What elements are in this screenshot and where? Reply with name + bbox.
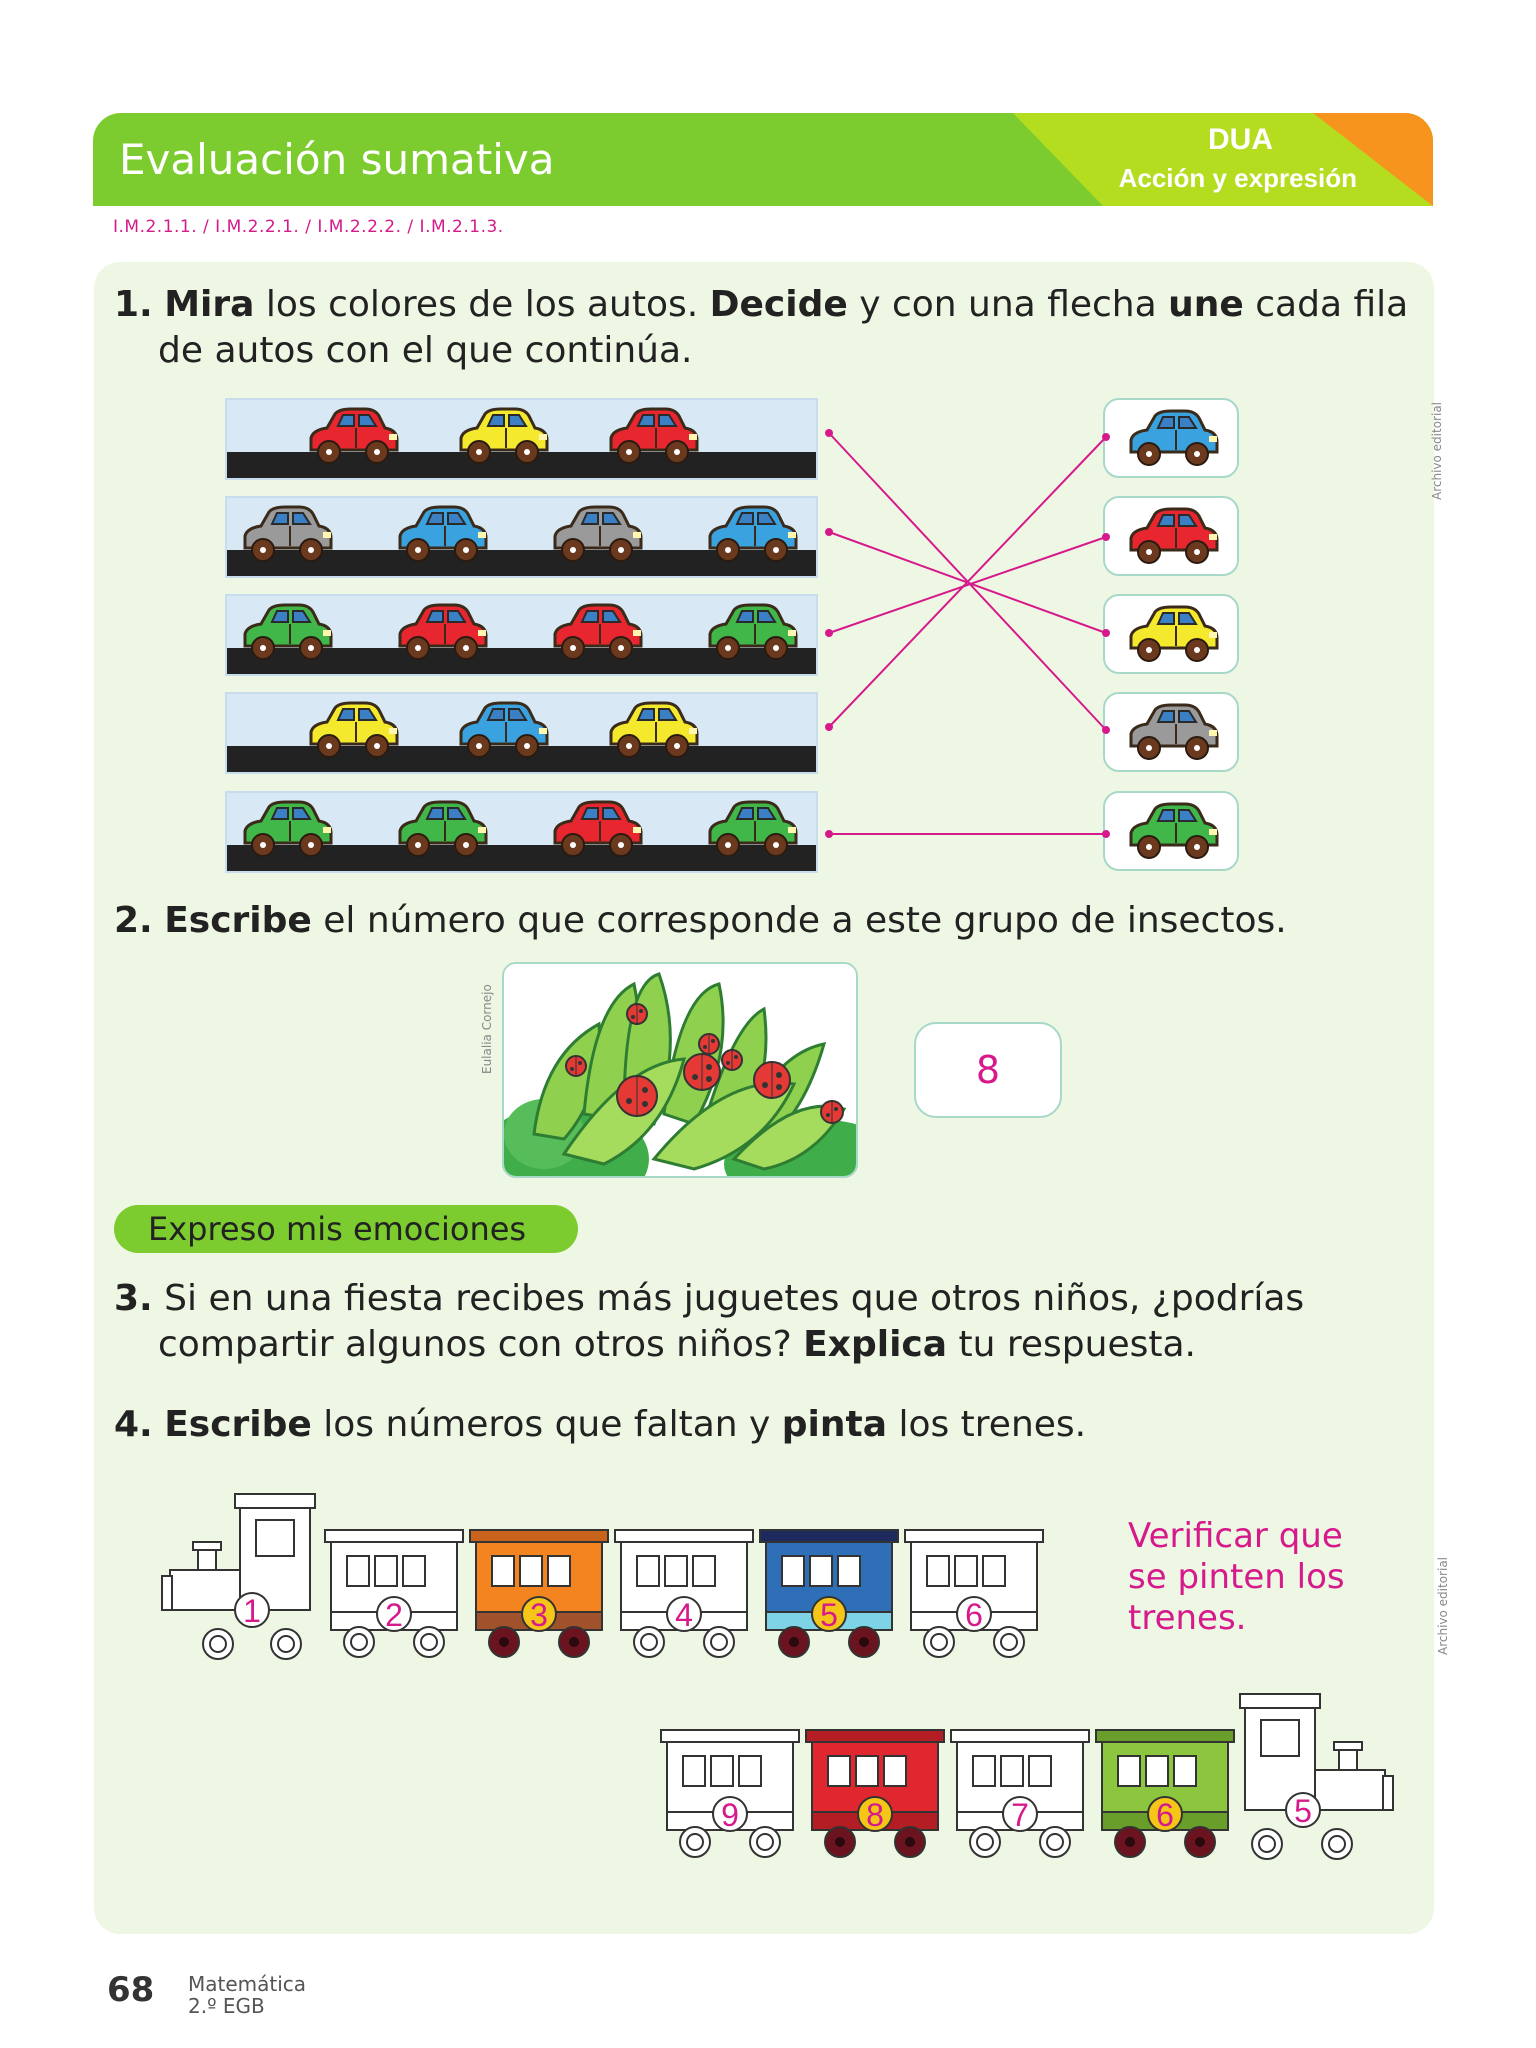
keyword: pinta xyxy=(781,1404,888,1445)
svg-text:9: 9 xyxy=(721,1797,739,1833)
svg-text:7: 7 xyxy=(1011,1797,1029,1833)
car-row xyxy=(225,594,818,676)
red-car-icon xyxy=(394,602,490,664)
red-car-icon xyxy=(549,799,645,861)
gray-car-icon xyxy=(549,504,645,566)
red-car-icon xyxy=(605,406,701,468)
question-text: el número que corresponde a este grupo de insectos. xyxy=(311,900,1287,941)
car-row xyxy=(225,398,818,480)
train-illustration xyxy=(160,1490,1060,1670)
green-car-icon xyxy=(239,799,335,861)
green-car-icon xyxy=(704,799,800,861)
green-car-icon xyxy=(394,799,490,861)
gray-car-icon xyxy=(1125,702,1221,764)
question-text: los trenes. xyxy=(887,1404,1087,1445)
svg-text:1: 1 xyxy=(243,1593,261,1629)
green-car-icon xyxy=(704,602,800,664)
blue-car-icon xyxy=(1125,408,1221,470)
question-text: los números que faltan y xyxy=(311,1404,782,1445)
question-3 xyxy=(114,1276,1304,1368)
question-text: y con una flecha xyxy=(847,284,1169,325)
photo-credit: Archivo editorial xyxy=(1436,1556,1450,1655)
yellow-car-icon xyxy=(1125,604,1221,666)
blue-car-icon xyxy=(704,504,800,566)
svg-text:5: 5 xyxy=(1294,1793,1312,1829)
dua-title: DUA xyxy=(1208,123,1273,156)
svg-text:3: 3 xyxy=(530,1597,548,1633)
photo-credit: Eulalia Cornejo xyxy=(480,984,494,1074)
header-bar xyxy=(93,113,1433,206)
red-car-icon xyxy=(549,602,645,664)
car-row xyxy=(225,791,818,873)
car-option-box[interactable] xyxy=(1103,791,1239,871)
red-car-icon xyxy=(305,406,401,468)
car-option-box[interactable] xyxy=(1103,398,1239,478)
svg-text:2: 2 xyxy=(385,1597,403,1633)
photo-credit: Archivo editorial xyxy=(1430,401,1444,500)
section-label-emotions: Expreso mis emociones xyxy=(114,1205,578,1253)
car-row xyxy=(225,496,818,578)
svg-text:4: 4 xyxy=(675,1597,693,1633)
svg-text:8: 8 xyxy=(866,1797,884,1833)
page-title: Evaluación sumativa xyxy=(119,135,555,184)
dua-subtitle: Acción y expresión xyxy=(1118,163,1357,193)
keyword: Explica xyxy=(803,1324,948,1365)
question-number: 3. xyxy=(114,1278,153,1319)
svg-text:5: 5 xyxy=(820,1597,838,1633)
subject-name: Matemática xyxy=(188,1972,307,1996)
yellow-car-icon xyxy=(605,700,701,762)
car-row xyxy=(225,692,818,774)
question-text: compartir algunos con otros niños? xyxy=(158,1324,804,1365)
keyword: Escribe xyxy=(164,1404,312,1445)
question-text: Si en una fiesta recibes más juguetes que otros niños, ¿podrías xyxy=(152,1278,1305,1319)
yellow-car-icon xyxy=(455,406,551,468)
teacher-note: Verificar que se pinten los trenes. xyxy=(1128,1516,1345,1638)
train-illustration xyxy=(655,1690,1415,1870)
question-1 xyxy=(114,282,1408,374)
car-option-box[interactable] xyxy=(1103,496,1239,576)
blue-car-icon xyxy=(394,504,490,566)
keyword: une xyxy=(1168,284,1244,325)
question-2 xyxy=(114,898,1287,944)
page-number: 68 xyxy=(107,1970,155,2010)
red-car-icon xyxy=(1125,506,1221,568)
question-number: 1. xyxy=(114,284,153,325)
question-number: 4. xyxy=(114,1404,153,1445)
svg-text:6: 6 xyxy=(965,1597,983,1633)
car-option-box[interactable] xyxy=(1103,692,1239,772)
green-car-icon xyxy=(1125,801,1221,863)
blue-car-icon xyxy=(455,700,551,762)
keyword: Escribe xyxy=(164,900,312,941)
gray-car-icon xyxy=(239,504,335,566)
grade-label: 2.º EGB xyxy=(188,1994,265,2018)
ladybugs-image xyxy=(502,962,858,1178)
keyword: Mira xyxy=(164,284,255,325)
indicator-codes: I.M.2.1.1. / I.M.2.2.1. / I.M.2.2.2. / I.M.2.1.3. xyxy=(113,217,504,237)
question-text: tu respuesta. xyxy=(947,1324,1196,1365)
question-4 xyxy=(114,1402,1086,1448)
footer-subject xyxy=(188,1973,306,2017)
answer-box[interactable]: 8 xyxy=(914,1022,1062,1118)
question-number: 2. xyxy=(114,900,153,941)
svg-text:6: 6 xyxy=(1156,1797,1174,1833)
yellow-car-icon xyxy=(305,700,401,762)
keyword: Decide xyxy=(709,284,848,325)
car-option-box[interactable] xyxy=(1103,594,1239,674)
question-text: de autos con el que continúa. xyxy=(158,330,693,371)
green-car-icon xyxy=(239,602,335,664)
question-text: los colores de los autos. xyxy=(254,284,710,325)
question-text: cada fila xyxy=(1243,284,1409,325)
